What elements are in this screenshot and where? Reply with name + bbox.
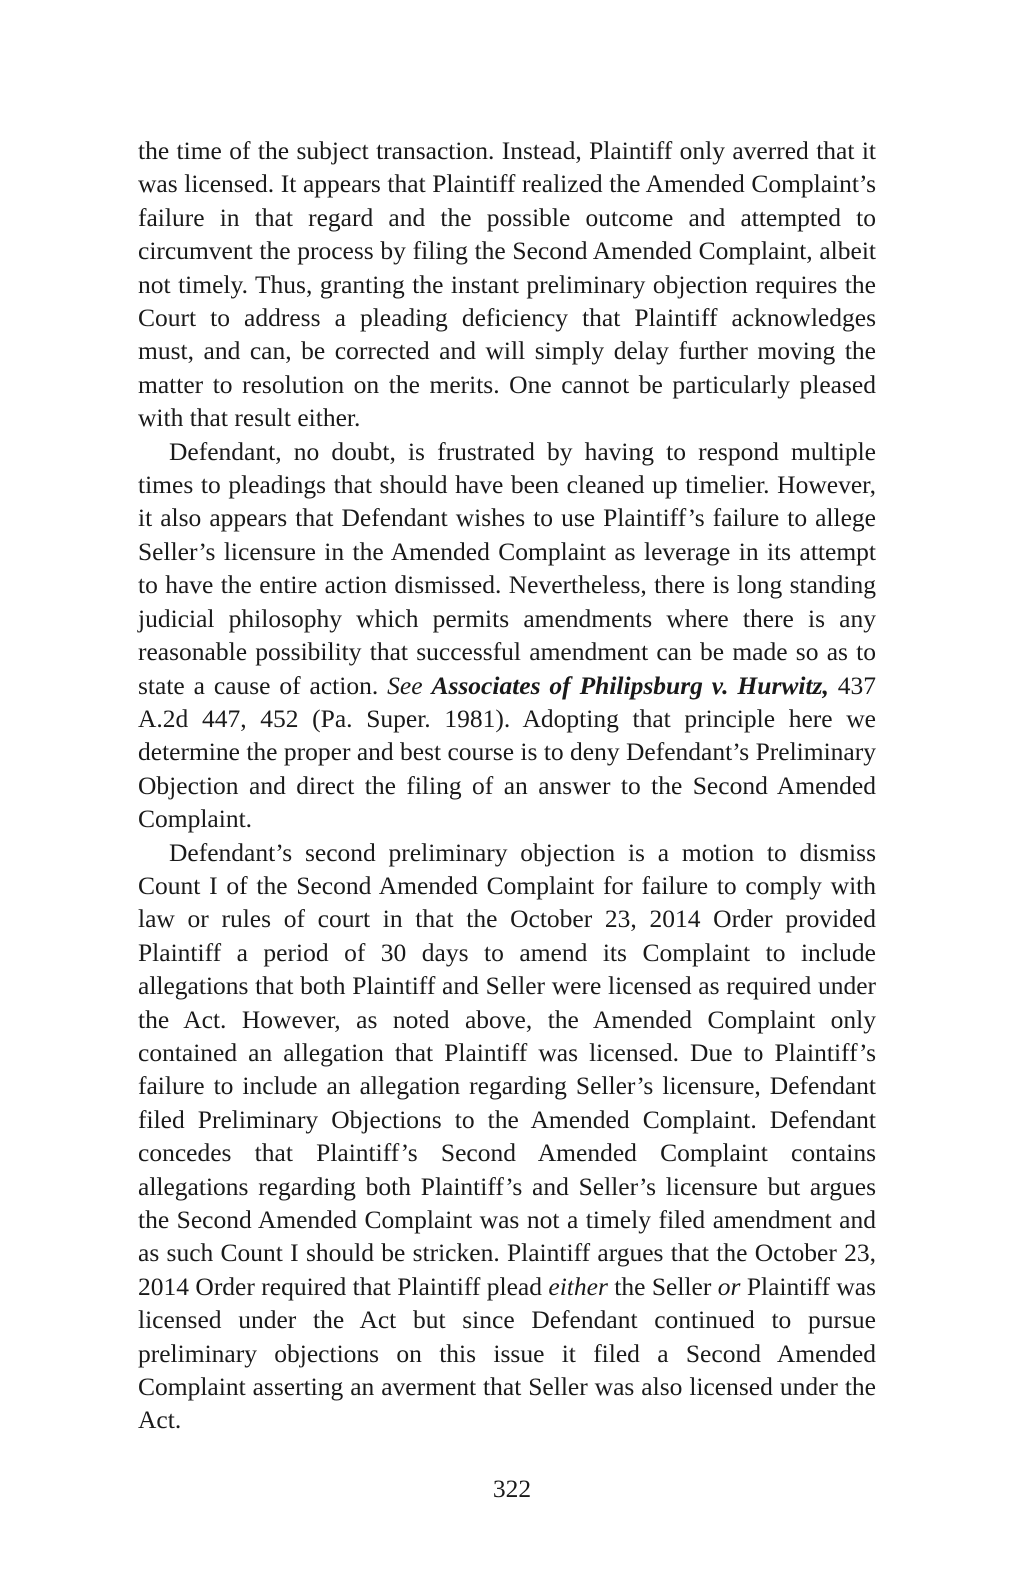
emphasis-either: either bbox=[548, 1271, 608, 1301]
page-number: 322 bbox=[492, 1474, 532, 1503]
case-citation-name: Associates of Philipsburg v. Hurwitz, bbox=[431, 670, 829, 700]
paragraph-1 bbox=[138, 134, 876, 435]
paragraph-3-text-a: Defendant’s second preliminary objection is a motion to dismiss Count I of the Second Amended Complaint for failure to comply with law or rules of court in that the October 23, 2014 Order provided Plaintiff a period of 30 days to amend its Complaint to include allegations that both Plaintiff and Seller were licensed as required under the Act. However, as noted above, the Amended Complaint only contained an allegation that Plaintiff was licensed. Due to Plaintiff’s failure to include an allegation regarding Seller’s licensure, Defendant filed Preliminary Objections to the Amended Complaint. Defendant concedes that Plaintiff’s Second Amended Complaint contains allegations regarding both Plaintiff’s and Seller’s licensure but argues the Second Amended Complaint was not a timely filed amendment and as such Count I should be stricken. Plaintiff argues that the October 23, 2014 Order required that Plaintiff plead bbox=[138, 837, 876, 1301]
paragraph-2-text-b: 437 A.2d 447, 452 (Pa. Super. 1981). Adopting that principle here we determine the proper and best course is to deny Defendant’s Preliminary Objection and direct the filing of an answer to the Second Amended Complaint. bbox=[138, 670, 876, 834]
citation-signal: See bbox=[387, 670, 423, 700]
paragraph-3 bbox=[138, 836, 876, 1437]
paragraph-2 bbox=[138, 435, 876, 836]
emphasis-or: or bbox=[717, 1271, 741, 1301]
paragraph-1-text: the time of the subject transaction. Instead, Plaintiff only averred that it was licensed. It appears that Plaintiff realized the Amended Complaint’s failure in that regard and the possible outcome and attempted to circumvent the process by filing the Second Amended Complaint, albeit not timely. Thus, granting the instant preliminary objection requires the Court to address a pleading deficiency that Plaintiff acknowledges must, and can, be corrected and will simply delay further moving the matter to resolution on the merits. One cannot be particularly pleased with that result either. bbox=[138, 136, 876, 433]
paragraph-2-text-a: Defendant, no doubt, is frustrated by having to respond multiple times to pleadings that should have been cleaned up timelier. However, it also appears that Defendant wishes to use Plaintiff’s failure to allege Seller’s licensure in the Amended Complaint as leverage in its attempt to have the entire action dismissed. Nevertheless, there is long standing judicial philosophy which permits amendments where there is any reasonable possibility that successful amendment can be made so as to state a cause of action. bbox=[138, 436, 876, 700]
paragraph-3-text-c: Plaintiff was licensed under the Act but since Defendant continued to pursue preliminary objections on this issue it filed a Second Amended Complaint asserting an averment that Seller was also licensed under the Act. bbox=[138, 1271, 876, 1435]
body-text bbox=[138, 134, 876, 1437]
paragraph-3-text-b: the Seller bbox=[607, 1271, 718, 1301]
